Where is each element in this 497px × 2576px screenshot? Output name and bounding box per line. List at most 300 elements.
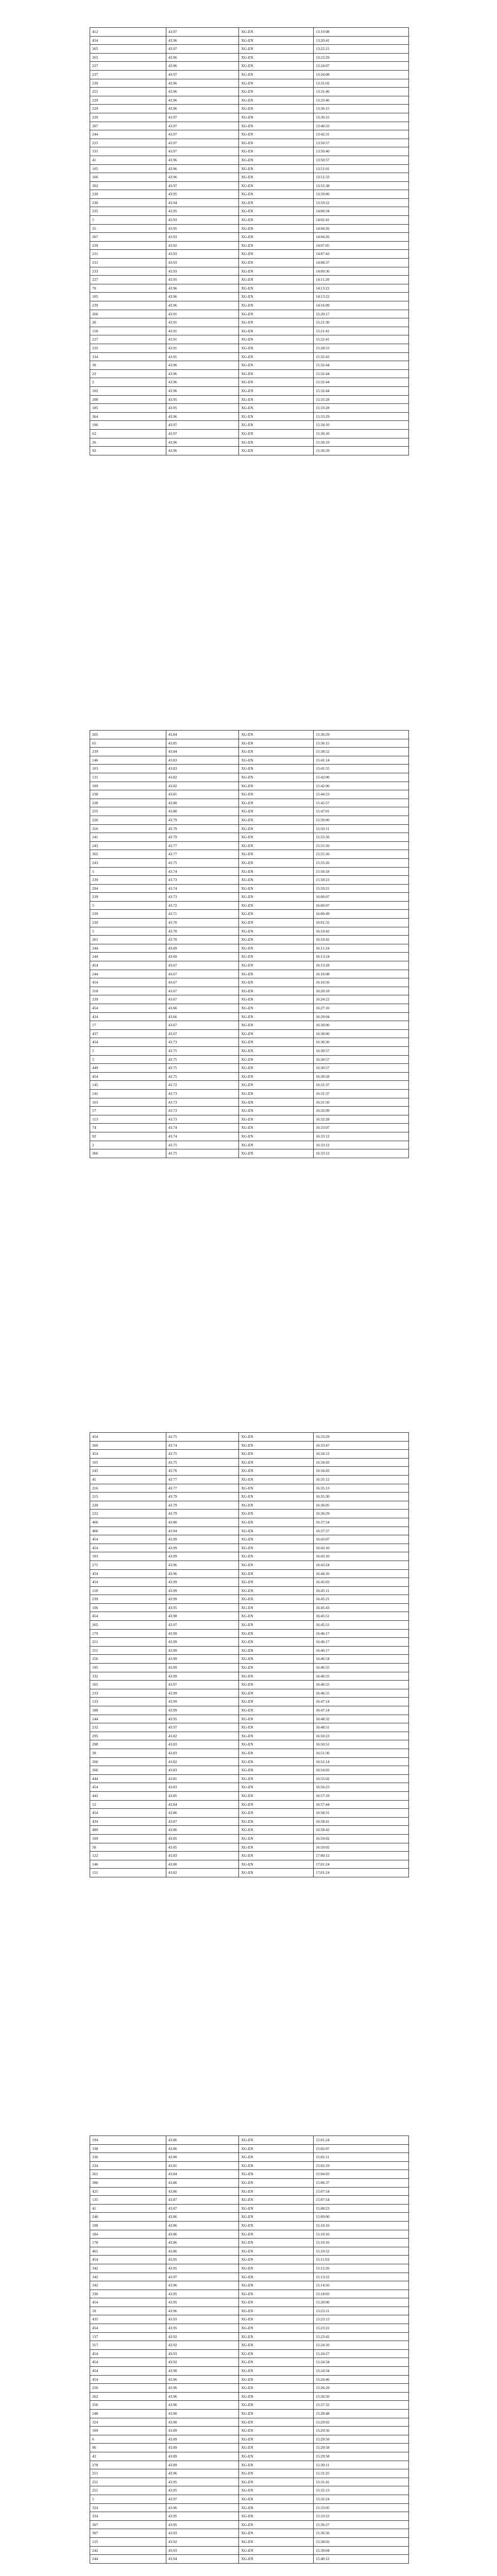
table-cell: XG-EN — [239, 2367, 314, 2376]
table-cell: 43.96 — [166, 2307, 239, 2315]
table-cell: XG-EN — [239, 1595, 314, 1604]
table-cell: 43.95 — [166, 2324, 239, 2333]
table-cell: XG-EN — [239, 944, 314, 953]
table-cell: 16:31:37 — [314, 1089, 409, 1098]
table-row — [90, 1458, 409, 1467]
table-cell: 43.96 — [166, 53, 239, 62]
table-cell: XG-EN — [239, 2170, 314, 2179]
table-row — [90, 748, 409, 756]
table-cell: 43.82 — [166, 1757, 239, 1766]
table-row — [90, 1510, 409, 1518]
table-cell: 43.90 — [166, 2418, 239, 2427]
table-cell: XG-EN — [239, 2221, 314, 2230]
table-cell: 16:45:11 — [314, 1586, 409, 1595]
table-row — [90, 1740, 409, 1749]
table-cell: XG-EN — [239, 2187, 314, 2196]
table-cell: XG-EN — [239, 1672, 314, 1681]
table-cell: 266 — [90, 1757, 166, 1766]
table-cell: XG-EN — [239, 2315, 314, 2324]
table-cell: 241 — [90, 833, 166, 842]
table-cell: 332 — [90, 1672, 166, 1681]
table-row — [90, 447, 409, 455]
table-cell: 131 — [90, 773, 166, 782]
table-cell: 43.73 — [166, 1089, 239, 1098]
table-cell: 43.98 — [166, 1612, 239, 1621]
table-cell: 256 — [90, 2384, 166, 2393]
table-cell: 208 — [90, 395, 166, 404]
table-cell: 15:41:14 — [314, 756, 409, 765]
table-cell: 15:20:06 — [314, 2298, 409, 2307]
table-cell: XG-EN — [239, 970, 314, 978]
table-row — [90, 2461, 409, 2469]
table-cell: 43.90 — [166, 2367, 239, 2376]
table-row — [90, 1055, 409, 1064]
table-cell: 15:32:44 — [314, 369, 409, 378]
data-table — [90, 27, 409, 455]
table-cell: 16:16:08 — [314, 970, 409, 978]
table-row — [90, 164, 409, 173]
table-row — [90, 62, 409, 71]
table-row — [90, 2161, 409, 2170]
table-cell: 43.96 — [166, 164, 239, 173]
table-row — [90, 1612, 409, 1621]
table-row — [90, 2204, 409, 2213]
table-cell: 16:00:49 — [314, 910, 409, 919]
data-table — [90, 730, 409, 1158]
table-cell: 227 — [90, 335, 166, 344]
table-cell: 15:23:11 — [314, 2307, 409, 2315]
table-cell: 244 — [90, 944, 166, 953]
table-cell: 13:42:31 — [314, 130, 409, 139]
table-cell: 16:46:54 — [314, 1655, 409, 1664]
table-cell: XG-EN — [239, 910, 314, 919]
table-row — [90, 1493, 409, 1501]
table-row — [90, 2349, 409, 2358]
table-cell: XG-EN — [239, 386, 314, 395]
table-row — [90, 867, 409, 876]
table-cell: 15:59:21 — [314, 884, 409, 893]
table-cell: XG-EN — [239, 1723, 314, 1732]
table-cell: XG-EN — [239, 995, 314, 1004]
table-cell: 43.81 — [166, 2161, 239, 2170]
table-cell: 109 — [90, 2427, 166, 2435]
table-cell: 266 — [90, 1766, 166, 1775]
table-cell: 454 — [90, 36, 166, 45]
table-cell: 43.96 — [166, 88, 239, 96]
table-cell: 16:30:57 — [314, 1046, 409, 1055]
table-cell: 65 — [90, 739, 166, 748]
table-cell: 43.96 — [166, 2392, 239, 2401]
table-cell: 15:02:19 — [314, 2161, 409, 2170]
table-row — [90, 216, 409, 225]
table-cell: 15:31:41 — [314, 2478, 409, 2486]
table-cell: XG-EN — [239, 2281, 314, 2290]
table-row — [90, 1646, 409, 1655]
table-cell: 454 — [90, 1809, 166, 1818]
table-cell: XG-EN — [239, 1766, 314, 1775]
table-row — [90, 1064, 409, 1073]
table-row — [90, 824, 409, 833]
table-cell: XG-EN — [239, 1569, 314, 1578]
table-cell: 13:50:40 — [314, 147, 409, 156]
table-cell: 141 — [90, 1089, 166, 1098]
table-cell: XG-EN — [239, 2290, 314, 2298]
table-cell: XG-EN — [239, 447, 314, 455]
table-cell: 43.97 — [166, 181, 239, 190]
table-cell: XG-EN — [239, 53, 314, 62]
table-cell: XG-EN — [239, 344, 314, 352]
table-cell: 16:33:12 — [314, 1132, 409, 1141]
table-cell: 15:36:10 — [314, 429, 409, 438]
table-cell: 267 — [90, 233, 166, 242]
table-cell: 43.82 — [166, 1732, 239, 1740]
table-cell: 324 — [90, 2512, 166, 2521]
table-cell: 244 — [90, 953, 166, 961]
table-cell: 43.93 — [166, 250, 239, 259]
table-cell: 16:00:07 — [314, 893, 409, 902]
table-row — [90, 1826, 409, 1835]
table-cell: XG-EN — [239, 96, 314, 105]
table-cell: XG-EN — [239, 361, 314, 370]
table-row — [90, 1766, 409, 1775]
table-cell: XG-EN — [239, 773, 314, 782]
table-cell: 43.92 — [166, 2537, 239, 2546]
table-cell: 15:02:07 — [314, 2144, 409, 2153]
table-cell: XG-EN — [239, 28, 314, 37]
table-cell: 15:38:52 — [314, 748, 409, 756]
table-cell: 16:59:02 — [314, 1834, 409, 1843]
table-cell: XG-EN — [239, 1638, 314, 1647]
table-cell: XG-EN — [239, 987, 314, 995]
table-row — [90, 901, 409, 910]
table-cell: 17:01:24 — [314, 1860, 409, 1869]
table-cell: 15:39:04 — [314, 2546, 409, 2555]
table-cell: 15:09:00 — [314, 2213, 409, 2222]
table-row — [90, 807, 409, 816]
table-cell: 15:10:16 — [314, 2239, 409, 2247]
table-cell: 43.73 — [166, 1107, 239, 1115]
table-row — [90, 2144, 409, 2153]
table-cell: 14:13:22 — [314, 284, 409, 293]
table-cell: 43.66 — [166, 1012, 239, 1021]
table-cell: 43.86 — [166, 2144, 239, 2153]
table-cell: 43.80 — [166, 2153, 239, 2162]
table-cell: 15:23:22 — [314, 2324, 409, 2333]
table-cell: 43.84 — [166, 731, 239, 739]
table-row — [90, 2230, 409, 2239]
table-cell: XG-EN — [239, 978, 314, 987]
table-row — [90, 2136, 409, 2145]
table-cell: XG-EN — [239, 1544, 314, 1552]
table-cell: 251 — [90, 2486, 166, 2495]
table-cell: 454 — [90, 2298, 166, 2307]
table-cell: 16:52:14 — [314, 1757, 409, 1766]
table-cell: 16:33:12 — [314, 1149, 409, 1158]
table-row — [90, 79, 409, 88]
table-cell: XG-EN — [239, 438, 314, 447]
table-cell: 16:48:32 — [314, 1715, 409, 1723]
table-cell: 15:18:03 — [314, 2290, 409, 2298]
table-cell: XG-EN — [239, 1681, 314, 1689]
table-cell: XG-EN — [239, 2401, 314, 2410]
page-3 — [90, 1432, 409, 1877]
table-cell: 244 — [90, 2555, 166, 2564]
table-row — [90, 1749, 409, 1757]
table-cell: XG-EN — [239, 250, 314, 259]
table-cell: XG-EN — [239, 2375, 314, 2384]
table-row — [90, 53, 409, 62]
table-cell: 43.86 — [166, 2213, 239, 2222]
table-cell: 43.95 — [166, 2486, 239, 2495]
table-cell: 196 — [90, 421, 166, 430]
table-cell: XG-EN — [239, 130, 314, 139]
table-cell: 43.92 — [166, 2358, 239, 2367]
table-cell: 16:31:50 — [314, 1098, 409, 1107]
table-cell: 16:58:42 — [314, 1826, 409, 1835]
table-row — [90, 1664, 409, 1672]
table-cell: 43.97 — [166, 122, 239, 130]
table-cell: 13:24:08 — [314, 70, 409, 79]
table-row — [90, 1621, 409, 1630]
table-cell: 43.84 — [166, 748, 239, 756]
table-cell: XG-EN — [239, 335, 314, 344]
table-cell: 43.83 — [166, 1766, 239, 1775]
table-cell: 15:28:48 — [314, 2410, 409, 2418]
table-cell: 43.86 — [166, 1826, 239, 1835]
table-row — [90, 2358, 409, 2367]
table-cell: XG-EN — [239, 429, 314, 438]
table-cell: 43.97 — [166, 421, 239, 430]
table-cell: 43.96 — [166, 2401, 239, 2410]
table-cell: 133 — [90, 1698, 166, 1706]
table-row — [90, 2324, 409, 2333]
table-cell: XG-EN — [239, 378, 314, 387]
table-cell: 13:33:46 — [314, 96, 409, 105]
table-cell: XG-EN — [239, 1475, 314, 1484]
table-cell: XG-EN — [239, 2161, 314, 2170]
table-cell: 43.97 — [166, 130, 239, 139]
table-cell: 43.96 — [166, 447, 239, 455]
table-cell: 454 — [90, 1612, 166, 1621]
table-cell: 242 — [90, 2546, 166, 2555]
table-cell: 43.97 — [166, 1723, 239, 1732]
table-cell: 163 — [90, 1098, 166, 1107]
table-row — [90, 2170, 409, 2179]
table-cell: 43.86 — [166, 2136, 239, 2145]
table-row — [90, 1046, 409, 1055]
table-cell: 229 — [90, 96, 166, 105]
table-cell: 239 — [90, 79, 166, 88]
table-row — [90, 1433, 409, 1442]
table-cell: 184 — [90, 2230, 166, 2239]
table-cell: 43.94 — [166, 1527, 239, 1535]
table-cell: 15:32:43 — [314, 352, 409, 361]
table-cell: 14:07:05 — [314, 241, 409, 250]
table-cell: XG-EN — [239, 756, 314, 765]
table-cell: 43.97 — [166, 139, 239, 147]
table-cell: 43.96 — [166, 2281, 239, 2290]
table-cell: 25 — [90, 224, 166, 233]
table-cell: 122 — [90, 1852, 166, 1860]
table-cell: XG-EN — [239, 901, 314, 910]
table-cell: 146 — [90, 756, 166, 765]
table-cell: XG-EN — [239, 2537, 314, 2546]
table-cell: XG-EN — [239, 1800, 314, 1809]
table-cell: 43.96 — [166, 2384, 239, 2393]
table-cell: 15:01:24 — [314, 2136, 409, 2145]
table-cell: 14:08:37 — [314, 259, 409, 267]
table-row — [90, 765, 409, 773]
table-cell: XG-EN — [239, 62, 314, 71]
table-cell: 43.74 — [166, 1132, 239, 1141]
table-cell: 43.75 — [166, 1141, 239, 1149]
table-row — [90, 1501, 409, 1510]
table-cell: 5 — [90, 2495, 166, 2503]
table-row — [90, 28, 409, 37]
table-cell: 50 — [90, 1843, 166, 1852]
table-cell: 43.91 — [166, 344, 239, 352]
table-cell: 16:33:07 — [314, 1124, 409, 1132]
table-cell: 43.77 — [166, 1475, 239, 1484]
table-cell: XG-EN — [239, 1834, 314, 1843]
table-row — [90, 301, 409, 310]
table-cell: XG-EN — [239, 2435, 314, 2444]
table-row — [90, 970, 409, 978]
table-cell: 43.75 — [166, 858, 239, 867]
table-cell: 43.95 — [166, 2256, 239, 2264]
table-cell: XG-EN — [239, 748, 314, 756]
table-cell: 231 — [90, 259, 166, 267]
table-cell: XG-EN — [239, 421, 314, 430]
table-cell: 13:31:46 — [314, 88, 409, 96]
table-cell: 225 — [90, 139, 166, 147]
table-cell: XG-EN — [239, 927, 314, 936]
table-cell: 17 — [90, 1021, 166, 1030]
table-row — [90, 352, 409, 361]
table-row — [90, 1783, 409, 1792]
table-cell: XG-EN — [239, 122, 314, 130]
table-cell: 16:30:30 — [314, 1038, 409, 1047]
table-cell: 16:47:14 — [314, 1706, 409, 1715]
table-cell: 96 — [90, 2444, 166, 2452]
table-row — [90, 344, 409, 352]
table-cell: 43.93 — [166, 2349, 239, 2358]
table-cell: 43.95 — [166, 2298, 239, 2307]
table-cell: 43.67 — [166, 987, 239, 995]
table-row — [90, 893, 409, 902]
table-cell: XG-EN — [239, 1467, 314, 1476]
table-row — [90, 1638, 409, 1647]
table-cell: 16:50:23 — [314, 1732, 409, 1740]
table-cell: 43.96 — [166, 438, 239, 447]
table-row — [90, 1809, 409, 1818]
table-cell: XG-EN — [239, 2324, 314, 2333]
table-cell: 5 — [90, 1055, 166, 1064]
table-cell: XG-EN — [239, 1552, 314, 1561]
table-cell: 43.74 — [166, 1441, 239, 1450]
table-cell: 43.96 — [166, 1561, 239, 1569]
table-cell: 15:50:11 — [314, 824, 409, 833]
table-cell: 14:09:30 — [314, 267, 409, 276]
table-cell: 16:20:18 — [314, 987, 409, 995]
table-row — [90, 1484, 409, 1493]
table-row — [90, 233, 409, 242]
table-cell: 412 — [90, 28, 166, 37]
table-cell: 43.79 — [166, 833, 239, 842]
table-cell: 233 — [90, 267, 166, 276]
table-cell: XG-EN — [239, 2307, 314, 2315]
table-cell: 10 — [90, 2307, 166, 2315]
table-row — [90, 876, 409, 885]
table-cell: XG-EN — [239, 2213, 314, 2222]
table-cell: 185 — [90, 404, 166, 413]
table-cell: 15:41:55 — [314, 765, 409, 773]
table-row — [90, 1852, 409, 1860]
table-row — [90, 2178, 409, 2187]
table-cell: 16:45:51 — [314, 1621, 409, 1630]
table-cell: 43.67 — [166, 1021, 239, 1030]
table-cell: 43.75 — [166, 1149, 239, 1158]
page-4 — [90, 2136, 409, 2564]
table-cell: XG-EN — [239, 1749, 314, 1757]
table-cell: 43.74 — [166, 1124, 239, 1132]
table-cell: 43.97 — [166, 113, 239, 122]
table-row — [90, 2418, 409, 2427]
table-cell: 30 — [90, 1749, 166, 1757]
table-cell: XG-EN — [239, 2512, 314, 2521]
table-cell: XG-EN — [239, 352, 314, 361]
table-cell: 396 — [90, 2178, 166, 2187]
table-cell: 16:58:31 — [314, 1809, 409, 1818]
table-cell: XG-EN — [239, 1732, 314, 1740]
table-cell: 14:16:09 — [314, 301, 409, 310]
table-cell: 43.67 — [166, 1029, 239, 1038]
table-cell: 307 — [90, 2520, 166, 2529]
table-cell: 43.83 — [166, 1740, 239, 1749]
table-cell: 2 — [90, 378, 166, 387]
table-row — [90, 386, 409, 395]
table-cell: 13:50:57 — [314, 156, 409, 164]
table-row — [90, 1578, 409, 1587]
table-row — [90, 2341, 409, 2350]
table-cell: 43.96 — [166, 2375, 239, 2384]
table-cell: 16:34:43 — [314, 1458, 409, 1467]
table-row — [90, 361, 409, 370]
table-cell: 232 — [90, 1723, 166, 1732]
table-cell: 5 — [90, 927, 166, 936]
table-cell: 43.81 — [166, 790, 239, 799]
table-cell: XG-EN — [239, 1535, 314, 1544]
table-cell: 113 — [90, 1115, 166, 1124]
table-row — [90, 1800, 409, 1809]
table-cell: 15:31:25 — [314, 2469, 409, 2478]
table-row — [90, 207, 409, 216]
table-row — [90, 318, 409, 327]
table-cell: 43.97 — [166, 2495, 239, 2503]
table-cell: 15:33:28 — [314, 404, 409, 413]
table-cell: 437 — [90, 1029, 166, 1038]
table-cell: 454 — [90, 2256, 166, 2264]
table-cell: 466 — [90, 1518, 166, 1527]
table-cell: 43.96 — [166, 412, 239, 421]
table-cell: 16:00:07 — [314, 901, 409, 910]
table-cell: 43.96 — [166, 173, 239, 182]
table-cell: XG-EN — [239, 267, 314, 276]
table-cell: XG-EN — [239, 1072, 314, 1081]
table-cell: XG-EN — [239, 241, 314, 250]
table-cell: XG-EN — [239, 404, 314, 413]
table-row — [90, 2495, 409, 2503]
